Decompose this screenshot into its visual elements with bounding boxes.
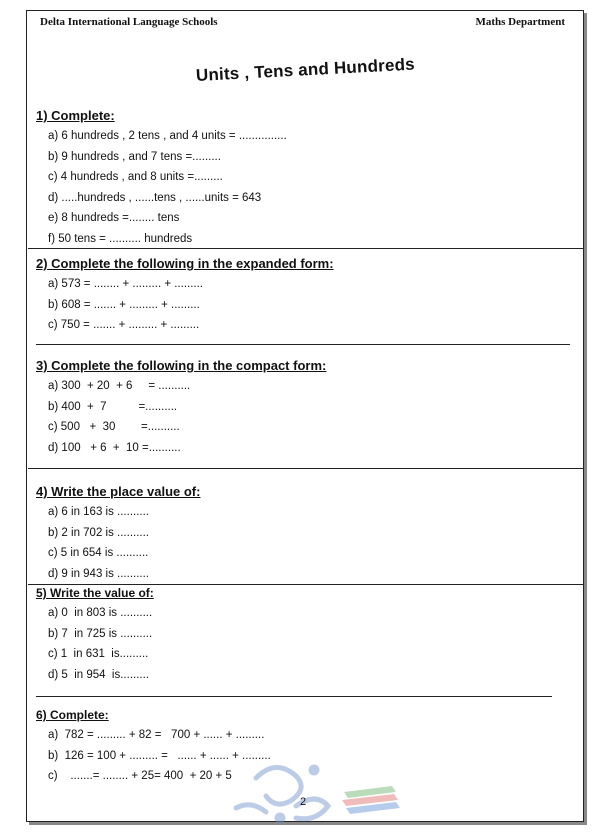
question-item: b) 608 = ....... + ......... + ......... <box>48 298 200 311</box>
school-name: Delta International Language Schools <box>40 16 218 28</box>
question-item: a) 782 = ......... + 82 = 700 + ...... + ......... <box>48 729 265 741</box>
section-compact-form <box>36 358 326 458</box>
section-divider <box>28 584 584 585</box>
book-stack-icon <box>342 786 400 814</box>
question-item: d) 100 + 6 + 10 =.......... <box>48 441 181 454</box>
question-item: a) 6 hundreds , 2 tens , and 4 units = ............... <box>48 130 287 142</box>
question-item: c) .......= ........ + 25= 400 + 20 + 5 <box>48 770 232 782</box>
section-expanded-form <box>36 256 334 336</box>
watermark-logo <box>196 748 416 828</box>
question-item: d) 9 in 943 is .......... <box>48 567 149 580</box>
question-item: f) 50 tens = .......... hundreds <box>48 232 193 245</box>
page-number: 2 <box>300 796 307 808</box>
section-title: 1) Complete: <box>36 108 115 123</box>
section-value-of <box>36 586 154 685</box>
question-item: d) .....hundreds , ......tens , ......units = 643 <box>48 191 262 204</box>
question-item: a) 573 = ........ + ......... + ......... <box>48 278 203 290</box>
question-item: a) 300 + 20 + 6 = .......... <box>48 380 191 392</box>
calligraphy-icon <box>236 767 328 821</box>
section-title: 3) Complete the following in the compact form: <box>36 358 327 373</box>
question-item: c) 500 + 30 =.......... <box>48 421 180 433</box>
question-item: a) 0 in 803 is .......... <box>48 607 153 619</box>
section-divider <box>28 248 584 249</box>
section-complete-1 <box>36 108 287 249</box>
section-divider <box>28 468 584 469</box>
question-item: b) 2 in 702 is .......... <box>48 526 149 539</box>
question-item: c) 1 in 631 is......... <box>48 648 149 660</box>
question-item: d) 5 in 954 is......... <box>48 668 149 681</box>
question-item: c) 750 = ....... + ......... + ......... <box>48 319 200 331</box>
question-item: b) 400 + 7 =.......... <box>48 400 178 413</box>
question-item: c) 4 hundreds , and 8 units =......... <box>48 171 223 183</box>
section-divider <box>36 696 552 697</box>
section-place-value <box>36 484 200 584</box>
section-divider <box>36 344 570 345</box>
question-item: a) 6 in 163 is .......... <box>48 506 149 518</box>
question-item: b) 9 hundreds , and 7 tens =......... <box>48 150 221 163</box>
question-item: b) 126 = 100 + ......... = ...... + ...... + ......... <box>48 749 271 762</box>
question-item: e) 8 hundreds =........ tens <box>48 212 180 224</box>
section-title: 2) Complete the following in the expanded form: <box>36 256 334 271</box>
worksheet-title: Units , Tens and Hundreds <box>195 54 416 85</box>
question-item: c) 5 in 654 is .......... <box>48 547 149 559</box>
section-title: 4) Write the place value of: <box>36 484 201 499</box>
section-title: 5) Write the value of: <box>36 586 154 600</box>
question-item: b) 7 in 725 is .......... <box>48 627 153 640</box>
department-name: Maths Department <box>475 16 565 28</box>
section-title: 6) Complete: <box>36 708 109 722</box>
